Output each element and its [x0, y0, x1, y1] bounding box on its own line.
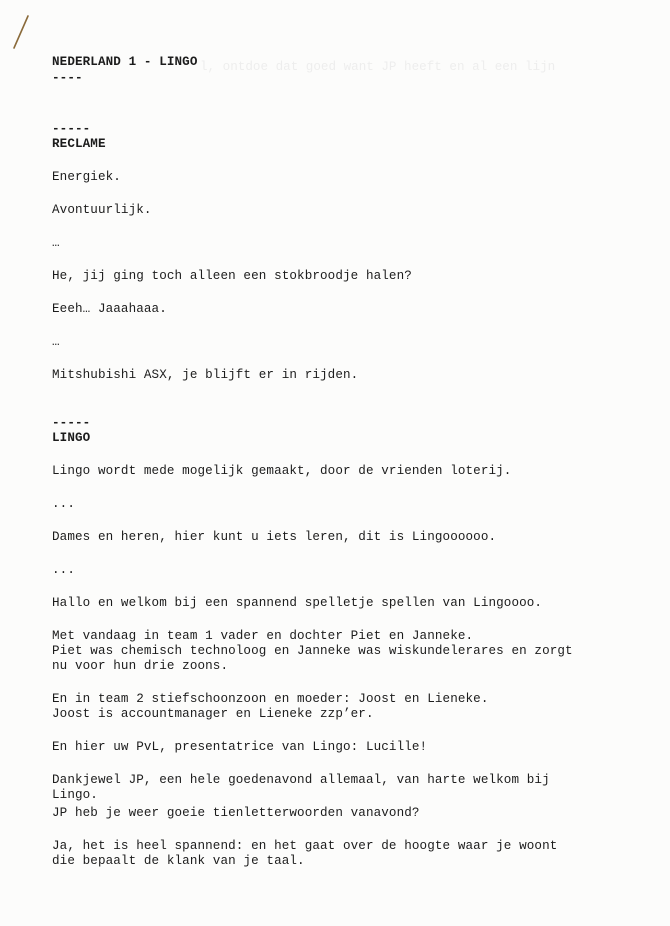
paragraph: die bepaalt de klank van je taal.	[52, 854, 305, 868]
paragraph: Joost is accountmanager en Lieneke zzp’er.	[52, 707, 374, 721]
pencil-mark-icon	[6, 12, 36, 52]
paragraph: …	[52, 236, 60, 250]
paragraph: En hier uw PvL, presentatrice van Lingo: Lucille!	[52, 740, 428, 754]
paragraph: Dankjewel JP, een hele goedenavond allemaal, van harte welkom bij	[52, 773, 550, 787]
separator: -----	[52, 416, 91, 430]
section-heading-lingo: LINGO	[52, 431, 91, 445]
paragraph: Piet was chemisch technoloog en Janneke was wiskundelerares en zorgt	[52, 644, 573, 658]
paragraph: Lingo wordt mede mogelijk gemaakt, door de vrienden loterij.	[52, 464, 512, 478]
paragraph: Avontuurlijk.	[52, 203, 152, 217]
paragraph: Dames en heren, hier kunt u iets leren, dit is Lingoooooo.	[52, 530, 497, 544]
paragraph: He, jij ging toch alleen een stokbroodje halen?	[52, 269, 412, 283]
paragraph: Lingo.	[52, 788, 98, 802]
paragraph: En in team 2 stiefschoonzoon en moeder: Joost en Lieneke.	[52, 692, 489, 706]
paragraph: Mitshubishi ASX, je blijft er in rijden.	[52, 368, 359, 382]
paragraph: Eeeh… Jaaahaaa.	[52, 302, 167, 316]
paragraph: JP heb je weer goeie tienletterwoorden vanavond?	[52, 806, 420, 820]
paragraph: Ja, het is heel spannend: en het gaat over de hoogte waar je woont	[52, 839, 558, 853]
paragraph: Hallo en welkom bij een spannend spelletje spellen van Lingoooo.	[52, 596, 543, 610]
section-heading-reclame: RECLAME	[52, 137, 106, 151]
show-through: l, ontdoe dat goed want JP heeft en al een lijn	[200, 60, 556, 74]
paragraph: ...	[52, 497, 75, 511]
paragraph: …	[52, 335, 60, 349]
separator: -----	[52, 122, 91, 136]
document-header: NEDERLAND 1 - LINGO	[52, 55, 198, 69]
separator: ----	[52, 71, 83, 85]
paragraph: Energiek.	[52, 170, 121, 184]
paragraph: nu voor hun drie zoons.	[52, 659, 229, 673]
paragraph: ...	[52, 563, 75, 577]
paragraph: Met vandaag in team 1 vader en dochter Piet en Janneke.	[52, 629, 474, 643]
